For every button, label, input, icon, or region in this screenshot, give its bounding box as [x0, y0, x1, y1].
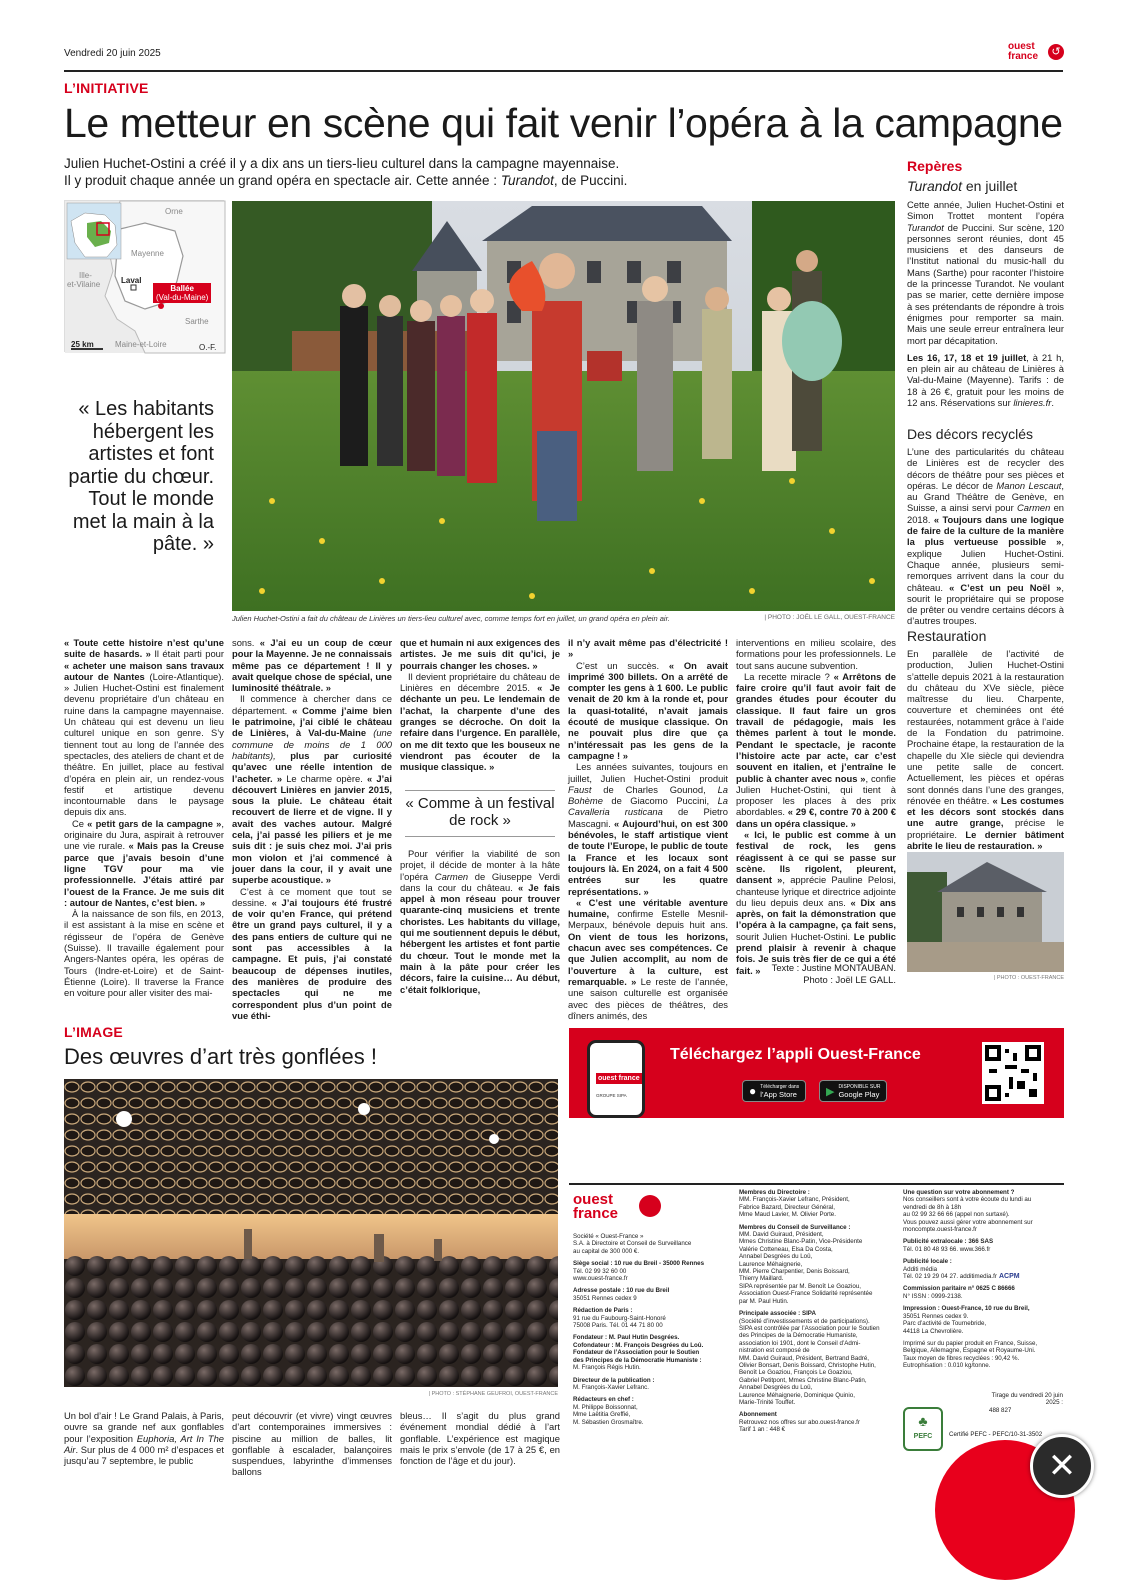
main-photo-caption [232, 614, 895, 623]
imprint-line: MM. François-Xavier Lefranc, Président, [739, 1196, 850, 1204]
print-run: Tirage du vendredi 20 juin 2025 : 488 827 [989, 1392, 1063, 1414]
imprint-line: M. Philippe Boissonnat, [573, 1403, 638, 1411]
imprint-line: Marie-Trinité Touffet. [739, 1398, 796, 1406]
imprint-line: S.A. à Directoire et Conseil de Surveillance [573, 1240, 692, 1248]
ouest-france-logo [1008, 42, 1064, 64]
imprint-line: Taux moyen de fibres recyclées : 90,42 %. [903, 1354, 1020, 1362]
imprint-col-1 [573, 1233, 733, 1426]
imprint-line: Commission paritaire n° 0625 C 86666 [903, 1285, 1015, 1293]
sidebar-heading-decors: Des décors recyclés [907, 426, 1034, 442]
imprint-line: Tél. 02 99 32 60 00 [573, 1267, 627, 1275]
imprint-line: Mme Maud Lavier, M. Olivier Porte. [739, 1211, 836, 1219]
sidebar-decors-text: L’une des particularités du château de Linières est de recycler des décors de théâtre pour ses pièces et opéras. Le décor de Manon Lescaut, au Grand Théâtre de Genève, en Suisse, a ainsi servi pour Carmen en 2018. « Toujours dans une logique de faire de la culture de la manière la plus vertueuse possible », explique Julien Huchet-Ostini. Chaque année, plusieurs semi-remorques arrivent dans la cour du château. « C’est un peu Noël », sourit le propriétaire qui se propose de prêter ou vendre certains décors à d’autres troupes. [907, 446, 1064, 627]
imprint-line: Mme Laëtitia Greffié, [573, 1411, 631, 1419]
sidebar-restauration-text: En parallèle de l’activité de production, Julien Huchet-Ostini s’attelle depuis 2021 à la restauration du château du XVe siècle, pièce maîtresse du lieu. Charpente, couverture et cheminées ont été restaurées, notamment grâce à l’aide de la Fondation du patrimoine. Prochaine étape, la restauration de la chapelle du XIe siècle qui deviendra une petite salle de concert. Actuellement, les pièces et opéras sont donnés dans l’une des granges, rénovée en théâtre. « Les costumes et les décors sont stockés dans une autre grange, précise le propriétaire. Le dernier bâtiment abrite le lieu de restauration. » [907, 648, 1064, 852]
sidebar-turandot-text: Cette année, Julien Huchet-Ostini et Simon Trottet montent l’opéra Turandot de Puccini. Sur scène, 120 personnes seront réunies, dont 45 musiciens et des danseurs de l’Institut national du music-hall du Mans (Sarthe) pour raconter l’histoire de la princesse Turandot. Ne voulant pas se marier, cette dernière impose à ses prétendants de répondre à trois énigmes pour remporter sa main. Mais une seule erreur entraînera leur mort par décapitation. Les 16, 17, 18 et 19 juillet, à 21 h, en plein air au château de Linières à Val-du-Maine (Mayenne). Tarifs : de 18 à 26 €, gratuit pour les moins de 12 ans. Réservations sur linieres.fr. [907, 199, 1064, 409]
imprint-line: Belgique, Allemagne, Espagne et Royaume-Uni. [903, 1347, 1036, 1355]
imprint-line: MM. Pierre Charpentier, Denis Boissard, [739, 1268, 850, 1276]
image-rubric: L’IMAGE [64, 1024, 123, 1040]
imprint-line: Laurence Méhaignerie, Dominique Quinio, [739, 1391, 855, 1399]
qr-code-icon[interactable] [982, 1042, 1044, 1104]
imprint-line: Siège social : 10 rue du Breil - 35000 Rennes [573, 1260, 705, 1268]
imprint-line: (Société d’investissements et de participations). [739, 1317, 870, 1325]
imprint-line: au capital de 300 000 €. [573, 1247, 640, 1255]
sidebar-heading-restauration: Restauration [907, 628, 987, 644]
imprint-line: moncompte.ouest-france.fr [903, 1226, 977, 1234]
standfirst-line-2: Il y produit chaque année un grand opéra en spectacle air. Cette année : Turandot, de Puccini. [64, 173, 628, 188]
location-map [64, 200, 224, 352]
imprint-line: Benoît Le Goaziou, François Le Goaziou, [739, 1369, 853, 1377]
image-text-col-1: Un bol d’air ! Le Grand Palais, à Paris, ouvre sa grande nef aux gonflables pour l’exposition Euphoria, Art In The Air. Sur plus de 4 000 m² d’espaces et jusqu’au 7 septembre, le public [64, 1410, 224, 1467]
imprint-line: Annabel Desgrées du Loû, [739, 1253, 813, 1261]
phone-brand: ouest france [598, 1075, 640, 1082]
imprint-line: des Principes de la Démocratie Humaniste : [573, 1356, 702, 1364]
pefc-certification: Certifié PEFC - PEFC/10-31-3502 [949, 1431, 1043, 1438]
article-standfirst [64, 155, 894, 189]
main-article-photo [232, 201, 895, 611]
imprint-line: Laurence Méhaignerie, [739, 1260, 803, 1268]
article-column-3-top: que et humain ni aux exigences des artistes. Je me suis dit qu’ici, je pourrais changer les choses. » Il devient propriétaire du château de Linières en décembre 2015. « Je déchante un peu. Le lendemain de l’achat, la charpente d’une des granges se décroche. On doit la refaire dans l’urgence. En parallèle, on me dit texto que les bouseux ne viendront pas écouter de la musique classique. » [400, 637, 561, 773]
acpm-logo: ACPM [999, 1273, 1020, 1280]
imprint-line: Publicité locale : [903, 1258, 952, 1266]
imprint-line: Annabel Desgrées du Loû, [739, 1384, 813, 1392]
pull-quote-main: « Les habitants hébergent les artistes et font partie du chœur. Tout le monde met la main à la pâte. » [68, 398, 214, 555]
imprint-line: Membres du Directoire : [739, 1189, 810, 1196]
imprint-line: nistration est composé de [739, 1347, 810, 1355]
imprint-line: Une question sur votre abonnement ? [903, 1189, 1015, 1196]
imprint-line: Adresse postale : 10 rue du Breil [573, 1287, 670, 1295]
imprint-line: Retrouvez nos offres sur abo.ouest-france.fr [739, 1418, 860, 1426]
imprint-line: www.ouest-france.fr [573, 1275, 628, 1283]
app-download-banner[interactable] [569, 1028, 1064, 1118]
imprint-line: Impression : Ouest-France, 10 rue du Breil, [903, 1305, 1030, 1313]
imprint-line: Société « Ouest-France » [573, 1233, 644, 1240]
imprint-line: Association Ouest-France Solidarité représentée [739, 1290, 873, 1298]
imprint-line: Rédacteurs en chef : [573, 1396, 634, 1404]
imprint-line: Fondateur de l’Association pour le Soutien [573, 1349, 700, 1357]
map-label-ballee: Ballée (Val-du-Maine) [153, 283, 211, 303]
header-rule [64, 70, 1063, 72]
imprint-line: Olivier Bonsart, Denis Boissard, Christophe Hutin, [739, 1361, 876, 1369]
imprint-line: 44118 La Chevrolière. [903, 1327, 964, 1335]
imprint-line: 91 rue du Faubourg-Saint-Honoré [573, 1314, 666, 1322]
imprint-line: Vous pouvez aussi gérer votre abonnement sur [903, 1218, 1033, 1226]
imprint-line: 35051 Rennes cedex 9 [573, 1294, 637, 1302]
imprint-line: Tarif 1 an : 448 € [739, 1426, 786, 1434]
imprint-logo: ouest france [573, 1193, 663, 1223]
imprint-line: Rédaction de Paris : [573, 1307, 633, 1315]
imprint-line: Mmes Christine Blanc-Patin, Vice-Présidente [739, 1238, 863, 1246]
article-column-5: interventions en milieu scolaire, des formations pour les professionnels. Le tout sans aucune subvention. La recette miracle ? « Arrêtons de faire croire qu’il faut avoir fait de grandes études pour écouter du classique. Il faut faire un gros travail de pédagogie, mais les thèmes parlent à tout le monde. Pendant le spectacle, je raconte l’histoire acte par acte, car c’est souvent en italien, et j’entraîne le public à chanter avec nous », confie Julien Huchet-Ostini, qui tient à proposer les places à des prix abordables. « 29 €, contre 70 à 200 € dans un opéra classique. » « Ici, le public est comme à un festival de rock, les gens réagissent à ce qui se passe sur scène. Ils rigolent, pleurent, dansent », apprécie Pauline Pelosi, chanteuse lyrique et directrice adjointe du lieu depuis deux ans. « Dix ans après, on fait la démonstration que l’opéra à la campagne, ça fait sens, sourit Julien Huchet-Ostini. Le public prend plaisir à revenir à chaque fois. Je suis très fier de ce qui a été fait. » [736, 637, 897, 976]
map-label-mayenne: Mayenne [131, 249, 164, 258]
imprint-line: M. Sébastien Grosmaître. [573, 1418, 644, 1426]
imprint-line: Directeur de la publication : [573, 1376, 655, 1384]
google-play-button[interactable]: ▶ DISPONIBLE SUR Google Play [819, 1080, 887, 1102]
imprint-line: Imprimé sur du papier produit en France, Suisse, [903, 1339, 1038, 1347]
imprint-line: Tél. 02 19 29 04 27. additimedia.fr [903, 1273, 997, 1281]
imprint-line: SIPA est contrôlée par l’Association pour le Soutien [739, 1324, 880, 1332]
imprint-line: Membres du Conseil de Surveillance : [739, 1223, 851, 1231]
map-label-sarthe: Sarthe [185, 317, 209, 326]
imprint-line: MM. David Guiraud, Président, Bertrand Badré, [739, 1354, 869, 1362]
app-store-button[interactable]: ● Télécharger dans l’App Store [742, 1080, 806, 1102]
imprint-line: Fondateur : M. Paul Hutin Desgrées. [573, 1334, 680, 1342]
imprint-line: MM. David Guiraud, Président, [739, 1231, 824, 1239]
pull-quote-festival: « Comme à un festival de rock » [405, 790, 555, 837]
publisher-imprint [569, 1183, 1064, 1473]
grand-palais-photo-credit: | PHOTO : STÉPHANE GEUFROI, OUEST-FRANCE [428, 1391, 558, 1397]
chateau-photo [907, 852, 1064, 972]
map-label-ille: Ille- [79, 271, 92, 280]
imprint-line: M. François-Xavier Lefranc. [573, 1383, 649, 1391]
tree-icon: ♣ [918, 1413, 928, 1429]
sidebar-reperes-title: Repères [907, 158, 963, 174]
map-scale: 25 km [71, 340, 94, 349]
map-label-orne: Orne [165, 207, 183, 216]
imprint-line: 35051 Rennes cedex 9. [903, 1312, 969, 1320]
imprint-line: vendredi de 8h à 18h [903, 1203, 962, 1211]
chateau-photo-credit: | PHOTO : OUEST-FRANCE [993, 975, 1064, 981]
imprint-line: SIPA représentée par M. Benoît Le Goaziou, [739, 1282, 861, 1290]
issue-date: Vendredi 20 juin 2025 [64, 48, 161, 59]
image-text-col-2: peut découvrir (et vivre) vingt œuvres d’art contemporaines immersives : piscine au million de balles, lit gonflable à escalader, balançoires suspendues, labyrinthe d’immenses ballons [232, 1410, 392, 1478]
imprint-line: Cofondateur : M. François Desgrées du Loû. [573, 1341, 704, 1349]
imprint-line: 75008 Paris. Tél. 01 44 71 80 00 [573, 1322, 663, 1330]
imprint-line: Parc d’activité de Tournebride, [903, 1320, 987, 1328]
imprint-col-2 [739, 1189, 899, 1434]
imprint-line: Nos conseillers sont à votre écoute du lundi au [903, 1196, 1032, 1204]
logo-text: ouest france [1008, 41, 1039, 62]
map-credit: O.-F. [199, 343, 217, 352]
imprint-line: au 02 99 32 66 66 (appel non surtaxé). [903, 1211, 1010, 1219]
imprint-line: Valérie Cotteneau, Elsa Da Costa, [739, 1245, 833, 1253]
article-title: Le metteur en scène qui fait venir l’opéra à la campagne [64, 100, 1063, 146]
imprint-col-3 [903, 1189, 1063, 1370]
article-column-1: « Toute cette histoire n’est qu’une suite de hasards. » Il était parti pour « acheter une maison sans travaux autour de Nantes (Loire-Atlantique). » Julien Huchet-Ostini est finalement devenu propriétaire d’un château en ruine dans la campagne mayennaise. Un château qui est devenu un lieu culturel unique en son genre. S’y tiennent tout au long de l’année des spectacles, des ateliers de chant et de théâtre. En juillet, place au festival d’opéra en plein air, un rendez-vous festif et artistique devenu incontournable dans le paysage depuis dix ans. Ce « petit gars de la campagne », originaire du Jura, aspirait à retrouver une vie rurale. « Mais pas la Creuse parce que j’avais besoin d’une ligne TGV pour ma vie professionnelle. J’étais attiré par l’ouest de la France. Je me suis dit : autour de Nantes, c’est bien. » À la naissance de son fils, en 2013, il est assistant à la mise en scène et régisseur de l’opéra de Genève (Suisse). Il travaille également pour Angers-Nantes opéra, les opéras de Tours (Indre-et-Loire) et de Saint-Étienne (Loire). Il traverse la France en voiture pour aller visiter des mai- [64, 637, 225, 999]
imprint-line: des Principes de la Démocratie Humaniste, [739, 1332, 858, 1340]
close-button[interactable] [1030, 1434, 1094, 1498]
map-label-maine-loire: Maine-et-Loire [115, 340, 167, 349]
imprint-line: Thierry Maillard. [739, 1275, 784, 1283]
imprint-line: M. François Régis Hutin. [573, 1364, 641, 1372]
caption-credit: | PHOTO : JOËL LE GALL, OUEST-FRANCE [764, 614, 895, 621]
imprint-line: Eutrophisation : 0.010 kg/tonne. [903, 1362, 991, 1370]
phone-sub: GROUPE SIPA [596, 1093, 627, 1098]
sidebar-heading-turandot: Turandot en juillet [907, 178, 1018, 194]
image-text-col-3: bleus… Il s’agit du plus grand événement mondial dédié à l’art gonflable. L’expérience est magique mais le prix s’envole (de 17 à 25 €, en fonction de l’âge et du jour). [400, 1410, 560, 1467]
pefc-logo: ♣ PEFC [903, 1407, 943, 1451]
map-label-laval: Laval [121, 276, 142, 285]
imprint-line: Additi média [903, 1265, 938, 1273]
article-column-2: sons. « J’ai eu un coup de cœur pour la Mayenne. Je ne connaissais même pas ce département ! Il y avait quelque chose de spécial, une luminosité théâtrale. » Il commence à chercher dans ce département. « Comme j’aime bien le patrimoine, j’ai ciblé le château de Linières, à Val-du-Maine (une commune de moins de 1 000 habitants), plus par curiosité qu’avec une réelle intention de l’acheter. » Le charme opère. « J’ai découvert Linières en janvier 2015, sous la pluie. Le château était recouvert de lierre et de vigne. Il y avait des vaches autour. Malgré cela, j’ai passé les piliers et je me suis dit : je suis chez moi. J’ai pris mon violon et j’ai commencé à jouer dans la cour, il y avait une superbe acoustique. » C’est à ce moment que tout se dessine. « J’ai toujours été frustré de voir qu’en France, qui prétend être un grand pays culturel, il y a des pans entiers de culture qui ne sont pas accessibles à la campagne. Et puis, j’ai constaté beaucoup de dépenses inutiles, des manières de produire des spectacles qui ne me correspondent plus d’un point de vue éthi- [232, 637, 392, 1021]
imprint-line: Principale associée : SIPA [739, 1310, 816, 1318]
article-signature: Texte : Justine MONTAUBAN. Photo : Joël LE GALL. [771, 962, 896, 985]
imprint-logo-mark-icon [639, 1195, 661, 1217]
map-label-vilaine: et-Vilaine [67, 280, 101, 289]
imprint-line: N° ISSN : 0999-2138. [903, 1292, 963, 1300]
article-column-3-bottom: Pour vérifier la viabilité de son projet, il décide de monter à la hâte l’opéra Carmen de Giuseppe Verdi dans la cour du château. « Je fais appel à mon réseau pour trouver quarante-cinq musiciens et trente choristes. Les habitants du village, qui me soutiennent depuis le début, hébergent les artistes et font partie du chœur. Tout le monde met la main à la pâte pour créer les décors, faire la cuisine… Au début, c’était folklorique, [400, 848, 561, 995]
imprint-line: Publicité extralocale : 366 SAS [903, 1238, 994, 1246]
app-banner-title: Téléchargez l’appli Ouest-France [670, 1046, 921, 1063]
phone-mockup [587, 1040, 645, 1118]
logo-mark-icon: ↺ [1048, 44, 1064, 60]
play-icon: ▶ [826, 1085, 835, 1098]
imprint-line: Gabriel Petitpont, Mmes Christine Blanc-Patin, [739, 1376, 867, 1384]
standfirst-line-1: Julien Huchet-Ostini a créé il y a dix ans un tiers-lieu culturel dans la campagne mayennaise. [64, 156, 620, 171]
article-column-4: il n’y avait même pas d’électricité ! » C’est un succès. « On avait imprimé 300 billets. On a arrêté de compter les gens à 1 600. Le public venait de 20 km à la ronde et, pour la quasi-totalité, n’avait jamais écouté de musique classique. On ne pouvait plus dire que ça n’intéressait pas les gens de la campagne ! » Les années suivantes, toujours en juillet, Julien Huchet-Ostini produit Faust de Charles Gounod, La Bohème de Giacomo Puccini, La Cavalleria rusticana de Pietro Mascagni. « Aujourd’hui, on est 300 bénévoles, le staff artistique vient de toute l’Europe, le public de toute la France et les locaux sont toujours là. En 2024, on a fait 4 500 entrées sur les quatre représentations. » « C’est une véritable aventure humaine, confirme Estelle Mesnil-Merpaux, bénévole depuis huit ans. On vient de tous les horizons, chacun avec ses compétences. Ce que Julien accomplit, au nom de l’ouverture à la culture, est remarquable. » Le reste de l’année, une saison culturelle est organisée avec des pièces de théâtres, des dîners animés, des [568, 637, 729, 1021]
imprint-line: par M. Paul Hutin. [739, 1297, 789, 1305]
apple-icon: ● [749, 1084, 757, 1098]
imprint-line: Tél. 01 80 48 93 66. www.366.fr [903, 1245, 991, 1253]
article-rubric: L’INITIATIVE [64, 80, 149, 96]
imprint-line: Abonnement [739, 1411, 777, 1419]
imprint-line: association loi 1901, dont le Conseil d’Admi- [739, 1339, 861, 1347]
close-icon: ✕ [1047, 1447, 1077, 1485]
imprint-line: Fabrice Bazard, Directeur Général, [739, 1203, 835, 1211]
caption-text: Julien Huchet-Ostini a fait du château de Linières un tiers-lieu culturel avec, comme temps fort en juillet, un grand opéra en plein air. [232, 614, 670, 623]
grand-palais-photo [64, 1079, 558, 1387]
image-title: Des œuvres d’art très gonflées ! [64, 1044, 378, 1069]
